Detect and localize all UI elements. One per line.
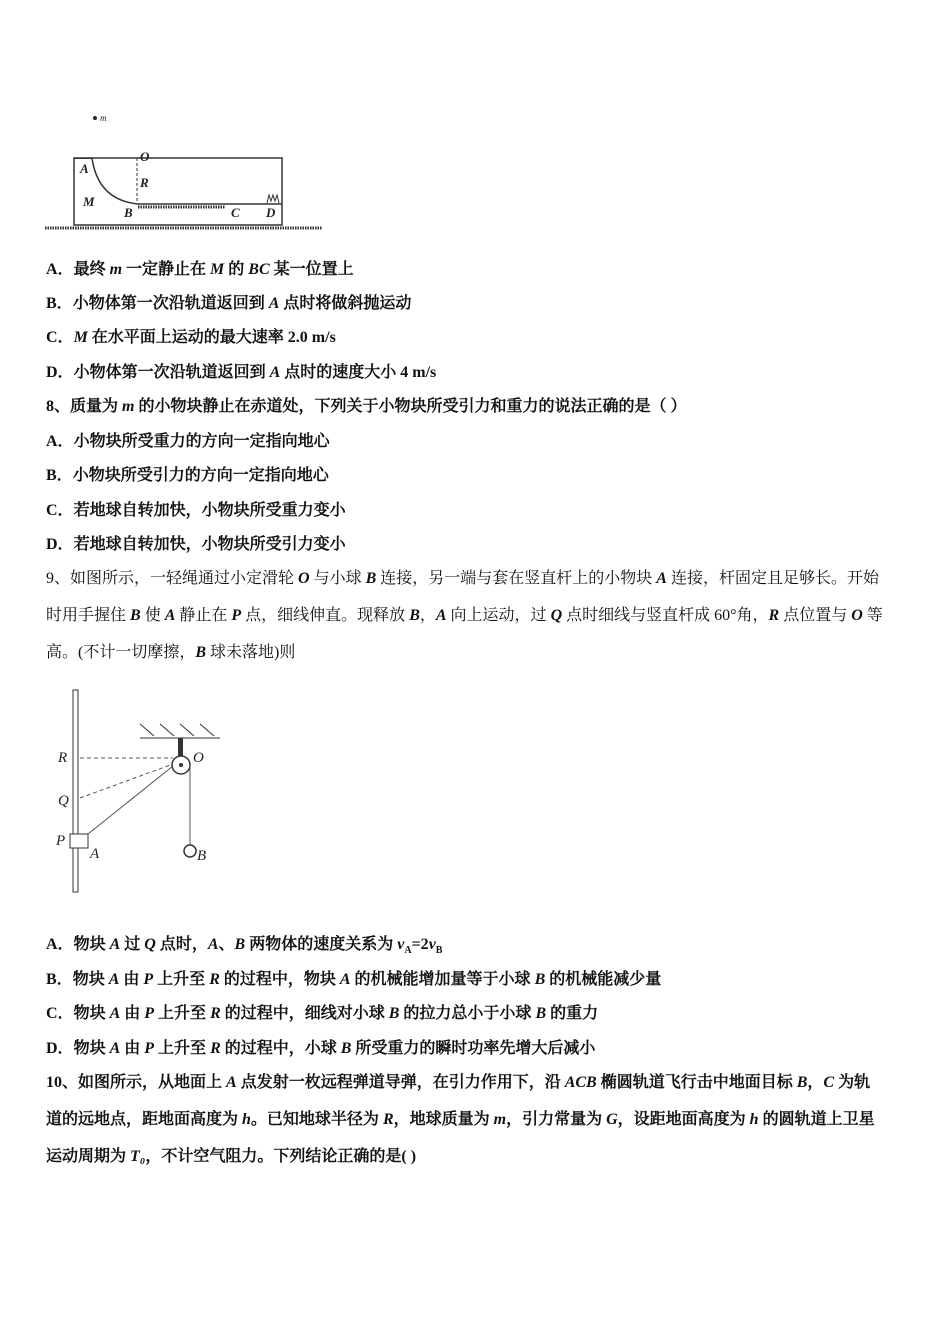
variable: P — [144, 1005, 155, 1022]
text-segment: 上升至 — [153, 971, 210, 988]
text-segment: 的过程中，小球 — [220, 1040, 341, 1057]
variable: A — [226, 1074, 237, 1091]
variable: R — [768, 607, 780, 624]
q7-option-b: B．小物体第一次沿轨道返回到 A 点时将做斜抛运动 — [46, 295, 412, 312]
text-segment: ， — [419, 607, 436, 624]
q9-stem-line-2 — [46, 606, 883, 626]
text-segment: 时用手握住 — [46, 607, 131, 624]
variable: A — [109, 1005, 121, 1022]
text-segment: 的拉力总小于小球 — [399, 1005, 536, 1022]
text-segment: ，不计空气阻力。下列结论正确的是( ) — [145, 1148, 417, 1165]
variable: A — [108, 971, 120, 988]
text-segment: 为轨 — [834, 1074, 871, 1091]
variable: R — [382, 1111, 394, 1128]
variable: P — [144, 1040, 155, 1057]
figure-track-block — [40, 100, 340, 240]
q9-option-b — [46, 970, 661, 990]
q7-option-c: C．M 在水平面上运动的最大速率 2.0 m/s — [46, 329, 336, 346]
svg-text:A: A — [90, 846, 100, 862]
q10-stem-line-3 — [46, 1147, 416, 1167]
variable: B — [234, 936, 246, 953]
text-segment: 点发射一枚远程弹道导弹，在引力作用下，沿 — [236, 1074, 565, 1091]
text-segment: 等 — [862, 607, 883, 624]
text-segment: 椭圆轨道飞行击中地面目标 — [596, 1074, 797, 1091]
text-segment: 由 — [120, 1040, 145, 1057]
svg-text:A: A — [80, 161, 89, 176]
text-segment: 连接，另一端与套在竖直杆上的小物块 — [376, 570, 657, 587]
text-segment: 的重力 — [546, 1005, 599, 1022]
text-segment: 点，细线伸直。现释放 — [241, 607, 410, 624]
text-segment: 、 — [218, 936, 235, 953]
q9-stem-line-1 — [46, 569, 879, 589]
variable: P — [231, 607, 242, 624]
text-segment: 物块 — [73, 1005, 110, 1022]
q7-option-a: A．最终 m 一定静止在 M 的 BC 某一位置上 — [46, 261, 354, 278]
text-segment: 由 — [120, 1005, 145, 1022]
text-segment: 的机械能增加量等于小球 — [350, 971, 535, 988]
text-segment: 的机械能减少量 — [545, 971, 662, 988]
variable: m — [493, 1111, 507, 1128]
variable: A — [656, 570, 667, 587]
variable: B — [195, 644, 207, 661]
option-letter: A． — [46, 936, 74, 953]
text-segment: 由 — [119, 971, 144, 988]
text-segment: 高。(不计一切摩擦， — [46, 644, 196, 661]
text-segment: 向上运动，过 — [446, 607, 551, 624]
variable: B — [534, 971, 546, 988]
text-segment: 与小球 — [309, 570, 366, 587]
variable: A — [339, 971, 351, 988]
option-letter: B． — [46, 971, 73, 988]
text-segment: ，地球质量为 — [393, 1111, 494, 1128]
variable: A — [109, 936, 121, 953]
variable: B — [365, 570, 377, 587]
option-letter: D． — [46, 1040, 74, 1057]
q10-stem-line-1 — [46, 1073, 870, 1093]
variable: B — [388, 1005, 400, 1022]
svg-text:Q: Q — [58, 793, 69, 809]
variable: A — [164, 607, 176, 624]
variable: T₀ — [130, 1148, 146, 1165]
q9-option-d — [46, 1039, 595, 1059]
text-segment: 。已知地球半径为 — [250, 1111, 383, 1128]
q8-option-a: A．小物块所受重力的方向一定指向地心 — [46, 433, 330, 450]
q10-stem-line-2 — [46, 1110, 875, 1130]
variable: A — [207, 936, 219, 953]
label-m: m — [100, 113, 107, 123]
text-segment: 道的远地点，距地面高度为 — [46, 1111, 243, 1128]
svg-text:B: B — [197, 848, 207, 864]
variable: R — [210, 1005, 221, 1022]
variable: C — [823, 1074, 835, 1091]
variable: h — [749, 1111, 759, 1128]
variable: B — [130, 607, 141, 624]
variable: R — [209, 971, 220, 988]
text-segment: 球未落地)则 — [206, 644, 296, 661]
velocity-formula: $v_A=2v_B$ — [397, 936, 443, 957]
text-segment: 连接，杆固定且足够长。开始 — [666, 570, 879, 587]
svg-text:R: R — [140, 175, 149, 190]
text-segment: 9、如图所示，一轻绳通过小定滑轮 — [46, 570, 299, 587]
q9-stem-line-3 — [46, 643, 295, 663]
variable: B — [796, 1074, 808, 1091]
variable: A — [109, 1040, 121, 1057]
text-segment: 点时， — [155, 936, 208, 953]
q9-option-c — [46, 1004, 598, 1024]
text-segment: 过 — [120, 936, 145, 953]
text-segment: 的圆轨道上卫星 — [758, 1111, 875, 1128]
svg-text:C: C — [231, 205, 240, 220]
variable: A — [435, 607, 447, 624]
text-segment: 物块 — [73, 936, 110, 953]
text-segment: 静止在 — [175, 607, 232, 624]
q8-option-b: B．小物块所受引力的方向一定指向地心 — [46, 467, 329, 484]
variable: R — [210, 1040, 221, 1057]
svg-text:D: D — [266, 205, 276, 220]
variable: G — [606, 1111, 618, 1128]
variable: B — [409, 607, 420, 624]
text-segment: ，引力常量为 — [506, 1111, 607, 1128]
variable: O — [851, 607, 863, 624]
svg-text:M: M — [83, 194, 95, 209]
variable: h — [242, 1111, 251, 1128]
q8-stem: 8、质量为 m 的小物块静止在赤道处，下列关于小物块所受引力和重力的说法正确的是（ ） — [46, 398, 687, 415]
variable: O — [298, 570, 310, 587]
text-segment: 的过程中，细线对小球 — [220, 1005, 389, 1022]
variable: Q — [144, 936, 156, 953]
text-segment: 点位置与 — [779, 607, 852, 624]
text-segment: 使 — [140, 607, 165, 624]
q8-option-c: C．若地球自转加快，小物块所受重力变小 — [46, 502, 346, 519]
svg-text:R: R — [58, 750, 68, 766]
text-segment: 的过程中，物块 — [219, 971, 340, 988]
text-segment: 点时细线与竖直杆成 60°角， — [562, 607, 769, 624]
q9-option-a — [46, 935, 442, 961]
variable: ACB — [564, 1074, 597, 1091]
svg-text:P: P — [56, 833, 66, 849]
variable: B — [535, 1005, 547, 1022]
option-letter: C． — [46, 1005, 74, 1022]
svg-text:O: O — [193, 750, 204, 766]
figure-pulley-rod — [40, 680, 240, 900]
q8-option-d: D．若地球自转加快，小物块所受引力变小 — [46, 536, 346, 553]
text-segment: 物块 — [72, 971, 109, 988]
text-segment: 上升至 — [154, 1005, 211, 1022]
q7-option-d: D．小物体第一次沿轨道返回到 A 点时的速度大小 4 m/s — [46, 364, 437, 381]
variable: Q — [550, 607, 563, 624]
text-segment: ， — [807, 1074, 824, 1091]
text-segment: 所受重力的瞬时功率先增大后减小 — [351, 1040, 596, 1057]
text-segment: 上升至 — [154, 1040, 211, 1057]
text-segment: 物块 — [73, 1040, 110, 1057]
text-segment: 运动周期为 — [46, 1148, 131, 1165]
text-segment: 两物体的速度关系为 — [245, 936, 398, 953]
variable: B — [340, 1040, 352, 1057]
variable: P — [143, 971, 154, 988]
text-segment: ，设距地面高度为 — [617, 1111, 750, 1128]
svg-text:O: O — [140, 149, 150, 164]
svg-text:B: B — [124, 205, 133, 220]
text-segment: 10、如图所示，从地面上 — [46, 1074, 227, 1091]
